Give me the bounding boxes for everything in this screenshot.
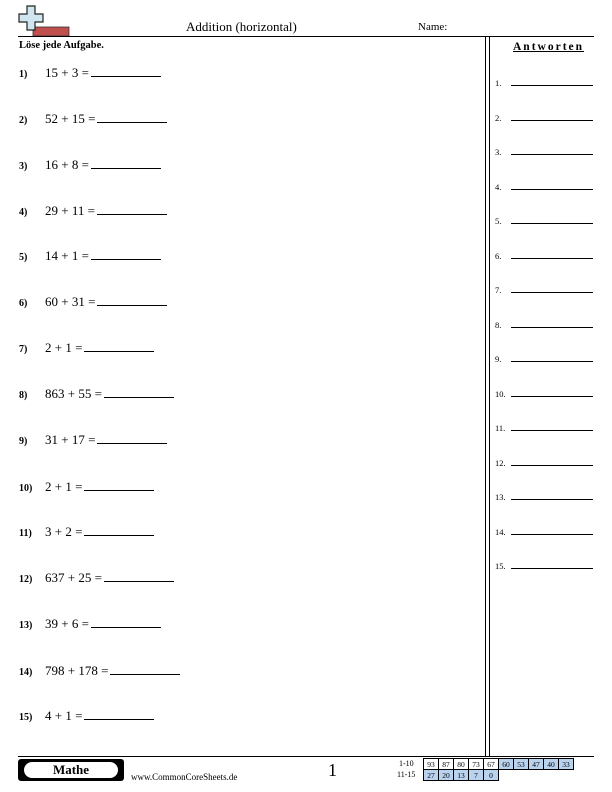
answer-line[interactable] xyxy=(511,223,593,224)
answer-blank[interactable] xyxy=(84,478,154,491)
answer-blank[interactable] xyxy=(97,202,167,215)
answer-slot-number: 12. xyxy=(495,457,506,468)
problem-number: 14) xyxy=(19,667,33,678)
problem-9 xyxy=(19,431,167,448)
problem-14 xyxy=(19,662,180,679)
problem-number: 4) xyxy=(19,207,28,218)
instructions: Löse jede Aufgabe. xyxy=(19,40,104,51)
answer-blank[interactable] xyxy=(84,523,154,536)
answer-slot-number: 10. xyxy=(495,388,506,399)
score-key-cell: 27 xyxy=(424,770,439,781)
answer-slot-11 xyxy=(495,423,593,433)
answer-blank[interactable] xyxy=(110,662,180,675)
answer-line[interactable] xyxy=(511,258,593,259)
answer-line[interactable] xyxy=(511,430,593,431)
answer-slot-1 xyxy=(495,78,593,88)
answer-slot-number: 9. xyxy=(495,354,502,364)
problem-expression: 863 + 55 = xyxy=(45,386,102,401)
problem-expression: 798 + 178 = xyxy=(45,663,109,678)
problem-expression: 39 + 6 = xyxy=(45,616,89,631)
answer-slot-12 xyxy=(495,458,593,468)
answer-line[interactable] xyxy=(511,396,593,397)
answer-slot-5 xyxy=(495,216,593,226)
answer-line[interactable] xyxy=(511,568,593,569)
answer-slot-4 xyxy=(495,182,593,192)
answer-slot-6 xyxy=(495,251,593,261)
worksheet-title: Addition (horizontal) xyxy=(186,19,297,34)
score-key-cell: 67 xyxy=(484,759,499,770)
answer-slot-number: 4. xyxy=(495,181,502,192)
score-key-row-1 xyxy=(424,759,574,770)
score-key-cell: 53 xyxy=(514,759,529,770)
answer-blank[interactable] xyxy=(97,110,167,123)
answer-blank[interactable] xyxy=(97,293,167,306)
addition-logo-icon xyxy=(17,5,71,37)
answer-slot-8 xyxy=(495,320,593,330)
answers-heading: Antworten xyxy=(513,41,585,53)
answer-line[interactable] xyxy=(511,327,593,328)
problem-expression: 31 + 17 = xyxy=(45,432,96,447)
answer-slot-number: 14. xyxy=(495,526,506,537)
score-key-cell: 93 xyxy=(424,759,439,770)
problem-number: 6) xyxy=(19,298,28,309)
problem-number: 13) xyxy=(19,620,33,631)
answer-slot-number: 7. xyxy=(495,285,502,295)
answer-line[interactable] xyxy=(511,154,593,155)
score-key-cell: 7 xyxy=(469,770,484,781)
answer-blank[interactable] xyxy=(84,339,154,352)
answer-blank[interactable] xyxy=(91,64,161,77)
answer-slot-number: 11. xyxy=(495,423,506,433)
problem-number: 1) xyxy=(19,69,28,80)
answer-line[interactable] xyxy=(511,292,593,293)
score-key-cell: 33 xyxy=(559,759,574,770)
problem-number: 15) xyxy=(19,712,33,723)
answer-slot-15 xyxy=(495,561,593,571)
problem-number: 12) xyxy=(19,574,33,585)
problem-expression: 2 + 1 = xyxy=(45,479,83,494)
answer-slot-10 xyxy=(495,389,593,399)
answer-slot-7 xyxy=(495,285,593,295)
name-label: Name: xyxy=(418,21,448,33)
answer-blank[interactable] xyxy=(91,247,161,260)
problem-15 xyxy=(19,707,154,724)
answer-slot-number: 8. xyxy=(495,319,502,330)
answer-blank[interactable] xyxy=(104,385,174,398)
answer-blank[interactable] xyxy=(84,707,154,720)
problem-expression: 15 + 3 = xyxy=(45,65,89,80)
answer-line[interactable] xyxy=(511,85,593,86)
problem-5 xyxy=(19,247,161,264)
answer-slot-number: 3. xyxy=(495,147,502,157)
score-key-cell: 73 xyxy=(469,759,484,770)
problem-expression: 4 + 1 = xyxy=(45,708,83,723)
answer-slot-14 xyxy=(495,527,593,537)
key-row2-label: 11-15 xyxy=(397,770,416,779)
score-key-cell: 0 xyxy=(484,770,499,781)
column-divider-right xyxy=(489,37,490,756)
subject-badge-label: Mathe xyxy=(24,762,118,778)
problem-2 xyxy=(19,110,167,127)
answer-slot-3 xyxy=(495,147,593,157)
problem-number: 3) xyxy=(19,161,28,172)
footer-rule xyxy=(18,756,594,757)
problem-1 xyxy=(19,64,161,81)
answer-line[interactable] xyxy=(511,534,593,535)
subject-badge xyxy=(18,759,124,781)
problem-number: 9) xyxy=(19,436,28,447)
score-key-cell: 40 xyxy=(544,759,559,770)
problem-number: 5) xyxy=(19,252,28,263)
answer-line[interactable] xyxy=(511,120,593,121)
problem-expression: 2 + 1 = xyxy=(45,340,83,355)
key-row1-label: 1-10 xyxy=(399,759,414,768)
problem-7 xyxy=(19,339,154,356)
problem-number: 2) xyxy=(19,115,28,126)
answer-slot-number: 1. xyxy=(495,78,502,88)
answer-blank[interactable] xyxy=(91,615,161,628)
score-key-cell: 80 xyxy=(454,759,469,770)
answer-line[interactable] xyxy=(511,499,593,500)
answer-line[interactable] xyxy=(511,465,593,466)
answer-slot-13 xyxy=(495,492,593,502)
score-key-cell: 60 xyxy=(499,759,514,770)
answer-slot-number: 6. xyxy=(495,250,502,261)
answer-slot-number: 13. xyxy=(495,492,506,502)
problem-13 xyxy=(19,615,161,632)
problem-expression: 60 + 31 = xyxy=(45,294,96,309)
problem-expression: 14 + 1 = xyxy=(45,248,89,263)
problem-10 xyxy=(19,478,154,495)
problem-8 xyxy=(19,385,174,402)
problem-3 xyxy=(19,156,161,173)
answer-slot-2 xyxy=(495,113,593,123)
answer-slot-number: 5. xyxy=(495,216,502,226)
site-url: www.CommonCoreSheets.de xyxy=(131,772,238,782)
header-rule xyxy=(18,36,594,37)
answer-line[interactable] xyxy=(511,189,593,190)
answer-slot-number: 2. xyxy=(495,112,502,123)
problem-expression: 16 + 8 = xyxy=(45,157,89,172)
answer-slot-9 xyxy=(495,354,593,364)
answer-slot-number: 15. xyxy=(495,561,506,571)
answer-blank[interactable] xyxy=(91,156,161,169)
score-key-cell: 13 xyxy=(454,770,469,781)
problem-12 xyxy=(19,569,174,586)
score-key-cell: 47 xyxy=(529,759,544,770)
problem-4 xyxy=(19,202,167,219)
problem-number: 7) xyxy=(19,344,28,355)
problem-number: 10) xyxy=(19,483,33,494)
score-key xyxy=(423,758,574,781)
answer-line[interactable] xyxy=(511,361,593,362)
problem-number: 8) xyxy=(19,390,28,401)
page-number: 1 xyxy=(328,760,337,780)
problem-expression: 52 + 15 = xyxy=(45,111,96,126)
problem-6 xyxy=(19,293,167,310)
problem-11 xyxy=(19,523,154,540)
score-key-cell: 87 xyxy=(439,759,454,770)
answer-blank[interactable] xyxy=(104,569,174,582)
column-divider-left xyxy=(485,37,486,756)
answer-blank[interactable] xyxy=(97,431,167,444)
score-key-row-2 xyxy=(424,770,574,781)
problem-expression: 3 + 2 = xyxy=(45,524,83,539)
problem-number: 11) xyxy=(19,528,32,539)
problem-expression: 637 + 25 = xyxy=(45,570,102,585)
problem-expression: 29 + 11 = xyxy=(45,203,95,218)
score-key-cell: 20 xyxy=(439,770,454,781)
